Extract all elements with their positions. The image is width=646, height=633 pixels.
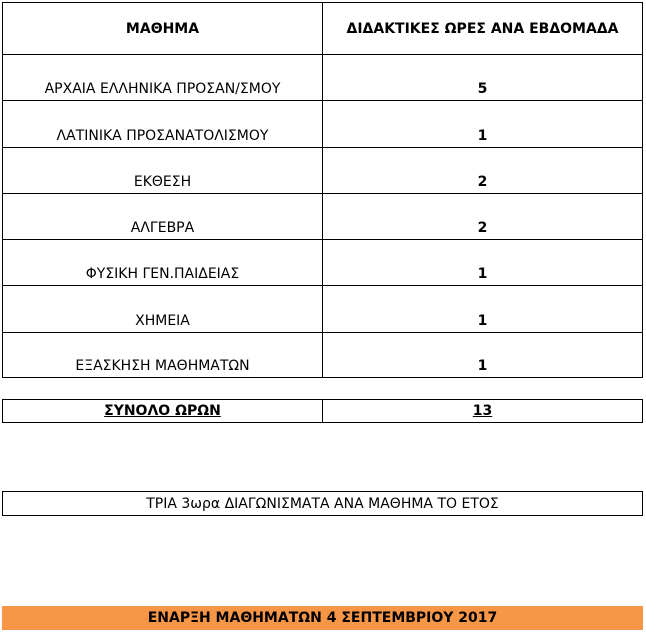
header-subject: ΜΑΘΗΜΑ (2, 2, 323, 55)
table-row-hours: 1 (322, 285, 643, 333)
total-label: ΣΥΝΟΛΟ ΩΡΩΝ (2, 399, 323, 423)
table-row-subject: ΦΥΣΙΚΗ ΓΕΝ.ΠΑΙΔΕΙΑΣ (2, 239, 323, 286)
table-row-hours: 1 (322, 239, 643, 286)
table-row-subject: ΑΡΧΑΙΑ ΕΛΛΗΝΙΚΑ ΠΡΟΣΑΝ/ΣΜΟΥ (2, 54, 323, 101)
total-value: 13 (322, 399, 643, 423)
table-row-subject: ΕΚΘΕΣΗ (2, 147, 323, 194)
table-row-subject: ΧΗΜΕΙΑ (2, 285, 323, 333)
header-hours: ΔΙΔΑΚΤΙΚΕΣ ΩΡΕΣ ΑΝΑ ΕΒΔΟΜΑΔΑ (322, 2, 643, 55)
start-date-banner: ΕΝΑΡΞΗ ΜΑΘΗΜΑΤΩΝ 4 ΣΕΠΤΕΜΒΡΙΟΥ 2017 (2, 606, 643, 630)
exam-note: ΤΡΙΑ 3ωρα ΔΙΑΓΩΝΙΣΜΑΤΑ ΑΝΑ ΜΑΘΗΜΑ ΤΟ ΕΤΟΣ (2, 491, 643, 516)
table-row-hours: 2 (322, 147, 643, 194)
table-row-hours: 5 (322, 54, 643, 101)
table-row-subject: ΛΑΤΙΝΙΚΑ ΠΡΟΣΑΝΑΤΟΛΙΣΜΟΥ (2, 100, 323, 148)
table-row-subject: ΕΞΑΣΚΗΣΗ ΜΑΘΗΜΑΤΩΝ (2, 332, 323, 378)
table-row-hours: 1 (322, 332, 643, 378)
table-row-subject: ΑΛΓΕΒΡΑ (2, 193, 323, 240)
table-row-hours: 1 (322, 100, 643, 148)
table-row-hours: 2 (322, 193, 643, 240)
